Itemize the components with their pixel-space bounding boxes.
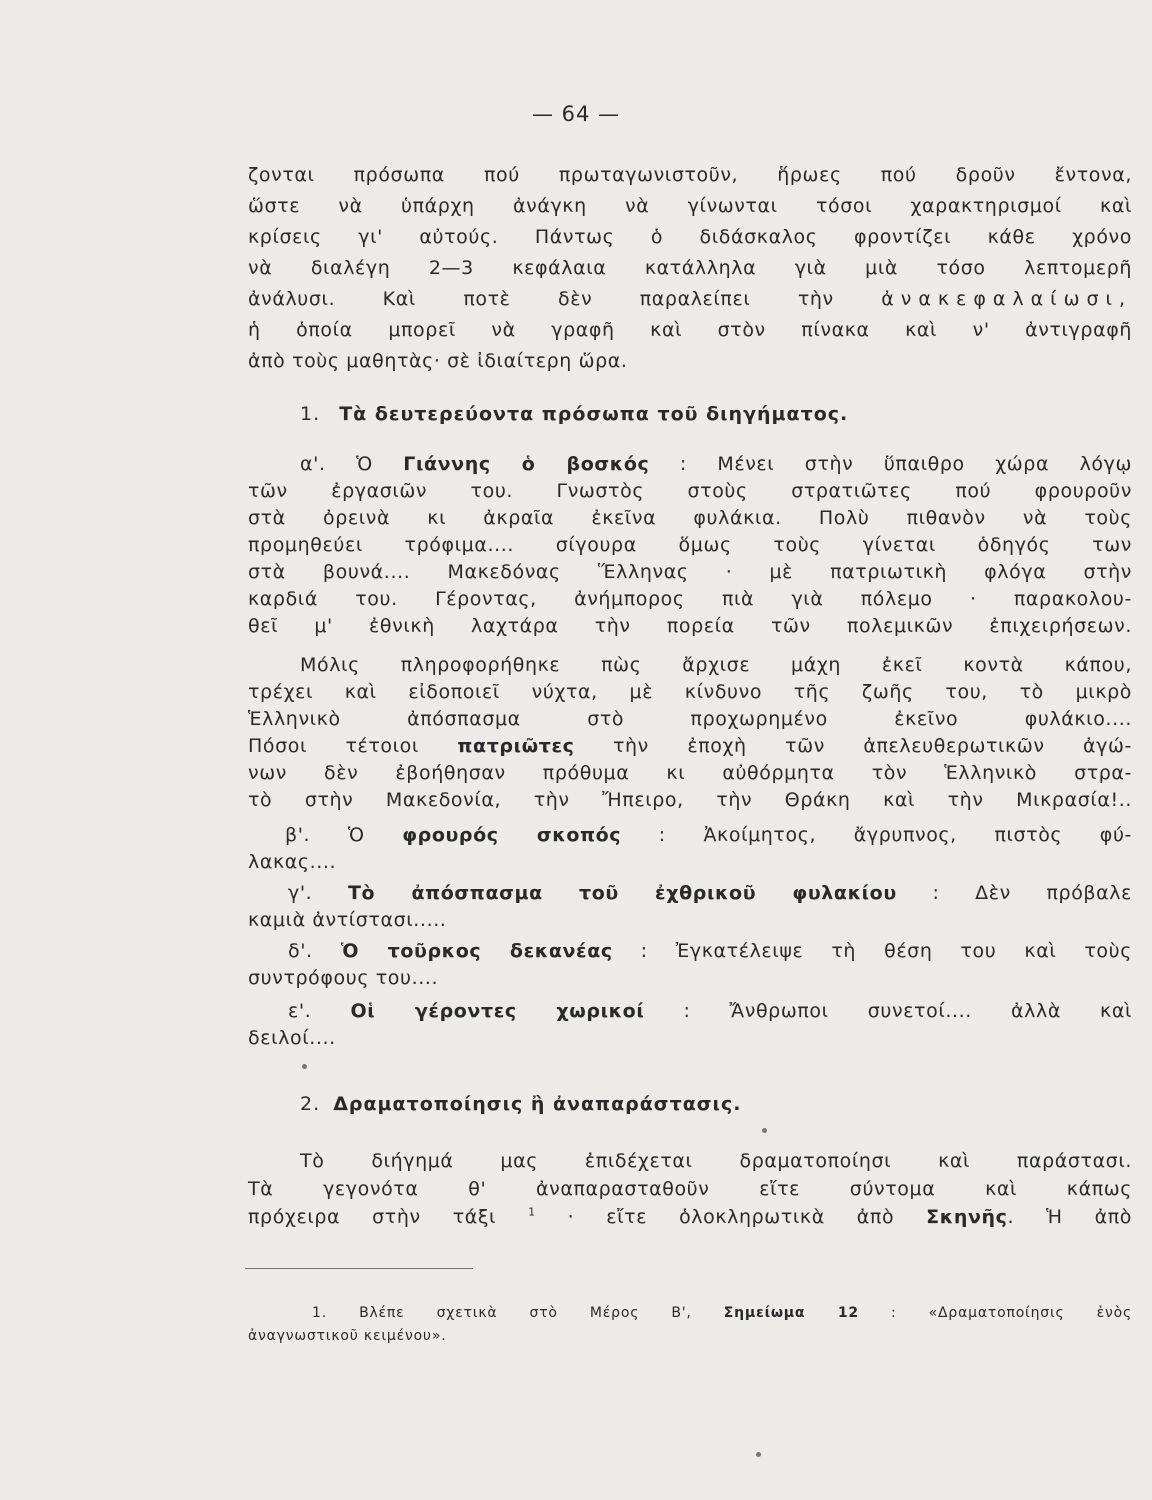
text-line: τὸ στὴν Μακεδονία, τὴν Ἤπειρο, τὴν Θράκη καὶ τὴν Μικρασία!.. xyxy=(248,789,1132,811)
text-span: πρόχειρα στὴν τάξι xyxy=(248,1206,529,1228)
item-name: Ὁ τοῦρκος δεκανέας xyxy=(340,940,613,962)
list-item-c xyxy=(288,880,1132,906)
item-text: : Ἀκοίμητος, ἄγρυπνος, πιστὸς φύ- xyxy=(621,824,1132,846)
item-name: Γιάννης ὁ βοσκός xyxy=(403,453,650,475)
text-line xyxy=(248,286,1132,312)
list-item-b xyxy=(285,822,1132,848)
text-line: τρέχει καὶ εἰδοποιεῖ νύχτα, μὲ κίνδυνο τῆς ζωῆς του, τὸ μικρὸ xyxy=(248,681,1132,703)
text-line: στὰ βουνά.... Μακεδόνας Ἕλληνας · μὲ πατριωτικὴ φλόγα στὴν xyxy=(248,561,1132,583)
text-line: κρίσεις γι' αὐτούς. Πάντως ὁ διδάσκαλος φροντίζει κάθε χρόνο xyxy=(248,226,1132,248)
ink-speck xyxy=(302,1064,307,1069)
text-line: νὰ διαλέγη 2—3 κεφάλαια κατάλληλα γιὰ μιὰ τόσο λεπτομερῆ xyxy=(248,257,1132,279)
text-line: στὰ ὀρεινὰ κι ἀκραῖα ἐκεῖνα φυλάκια. Πολὺ πιθανὸν νὰ τοὺς xyxy=(248,507,1132,529)
text-span: τὴν ἐποχὴ τῶν ἀπελευθερωτικῶν ἀγώ- xyxy=(574,735,1132,757)
bold-word: Σημείωμα 12 xyxy=(723,1305,859,1321)
footnote-continuation: ἀναγνωστικοῦ κειμένου». xyxy=(248,1328,447,1344)
text-span: 1. Βλέπε σχετικὰ στὸ Μέρος Β', xyxy=(312,1305,724,1321)
text-span: · εἴτε ὁλοκληρωτικὰ ἀπὸ xyxy=(535,1206,927,1228)
item-name: Τὸ ἀπόσπασμα τοῦ ἐχθρικοῦ φυλακίου xyxy=(348,882,897,904)
item-name: φρουρός σκοπός xyxy=(402,824,622,846)
section-heading-2 xyxy=(300,1091,741,1117)
text-line: νων δὲν ἐβοήθησαν πρόθυμα κι αὐθόρμητα τὸν Ἑλληνικὸ στρα- xyxy=(248,762,1132,784)
item-name: Οἱ γέροντες χωρικοί xyxy=(350,1000,645,1022)
text-span: : «Δραματοποίησις ἑνὸς xyxy=(858,1305,1132,1321)
item-text: : Δὲν πρόβαλε xyxy=(896,882,1133,904)
item-text: : Ἄνθρωποι συνετοί.... ἀλλὰ καὶ xyxy=(644,1000,1132,1022)
footnote-divider xyxy=(245,1268,473,1269)
section-title: Τὰ δευτερεύοντα πρόσωπα τοῦ διηγήματος. xyxy=(339,403,849,425)
text-line: ζονται πρόσωπα πού πρωταγωνιστοῦν, ἥρωες πού δροῦν ἔντονα, xyxy=(248,164,1132,186)
section-number: 1. xyxy=(300,403,321,425)
text-line xyxy=(248,1204,1132,1230)
item-text: : Μένει στὴν ὕπαιθρο χώρα λόγῳ xyxy=(649,453,1132,475)
page-number: — 64 — xyxy=(531,102,621,126)
text-span: ἀνάλυσι. Καὶ ποτὲ δὲν παραλείπει τὴν xyxy=(248,288,882,310)
item-label: α'. Ὁ xyxy=(300,453,404,475)
item-label: β'. Ὁ xyxy=(285,824,403,846)
ink-speck xyxy=(762,1128,767,1133)
bold-word: Σκηνῆς xyxy=(926,1206,1008,1228)
item-label: ε'. xyxy=(288,1000,351,1022)
bold-word: πατριῶτες xyxy=(457,735,575,757)
text-line xyxy=(248,733,1132,759)
text-line: Μόλις πληροφορήθηκε πὼς ἄρχισε μάχη ἐκεῖ κοντὰ κάπου, xyxy=(300,654,1132,676)
text-span: Πόσοι τέτοιοι xyxy=(248,735,458,757)
spaced-word: ἀνακεφαλαίωσι, xyxy=(881,288,1132,310)
text-line: ὥστε νὰ ὑπάρχη ἀνάγκη νὰ γίνωνται τόσοι χαρακτηρισμοί καὶ xyxy=(248,195,1132,217)
ink-speck xyxy=(756,1452,761,1457)
section-heading-1 xyxy=(300,401,848,427)
text-line: συντρόφους του.... xyxy=(248,967,439,989)
text-line: δειλοί.... xyxy=(248,1027,336,1049)
list-item-a xyxy=(300,451,1132,477)
footnote xyxy=(312,1303,1132,1323)
text-line: Τὰ γεγονότα θ' ἀναπαρασταθοῦν εἴτε σύντομα καὶ κάπως xyxy=(248,1178,1132,1200)
text-line: ἀπὸ τοὺς μαθητὰς· σὲ ἰδιαίτερη ὥρα. xyxy=(248,350,628,372)
section-number: 2. xyxy=(300,1093,321,1115)
text-line: καρδιά του. Γέροντας, ἀνήμπορος πιὰ γιὰ πόλεμο · παρακολου- xyxy=(248,588,1132,610)
text-line: ἡ ὁποία μπορεῖ νὰ γραφῆ καὶ στὸν πίνακα καὶ ν' ἀντιγραφῆ xyxy=(248,319,1132,341)
text-line: τῶν ἐργασιῶν του. Γνωστὸς στοὺς στρατιῶτες πού φρουροῦν xyxy=(248,480,1132,502)
item-label: γ'. xyxy=(288,882,348,904)
footnote-ref: 1 xyxy=(528,1205,536,1219)
list-item-d xyxy=(288,938,1132,964)
text-span: . Ἡ ἀπὸ xyxy=(1007,1206,1132,1228)
list-item-e xyxy=(288,998,1132,1024)
text-line: λακας.... xyxy=(248,851,337,873)
item-label: δ'. xyxy=(288,940,341,962)
text-line: καμιὰ ἀντίστασι..... xyxy=(248,909,447,931)
text-line: θεῖ μ' ἐθνικὴ λαχτάρα τὴν πορεία τῶν πολεμικῶν ἐπιχειρήσεων. xyxy=(248,615,1132,637)
section-title: Δραματοποίησις ἢ ἀναπαράστασις. xyxy=(333,1093,742,1115)
item-text: : Ἐγκατέλειψε τὴ θέση του καὶ τοὺς xyxy=(612,940,1132,962)
text-line: Ἑλληνικὸ ἀπόσπασμα στὸ προχωρημένο ἐκεῖνο φυλάκιο.... xyxy=(248,708,1132,730)
text-line: Τὸ διήγημά μας ἐπιδέχεται δραματοποίησι καὶ παράστασι. xyxy=(300,1150,1132,1172)
text-line: προμηθεύει τρόφιμα.... σίγουρα ὅμως τοὺς γίνεται ὁδηγός των xyxy=(248,534,1132,556)
